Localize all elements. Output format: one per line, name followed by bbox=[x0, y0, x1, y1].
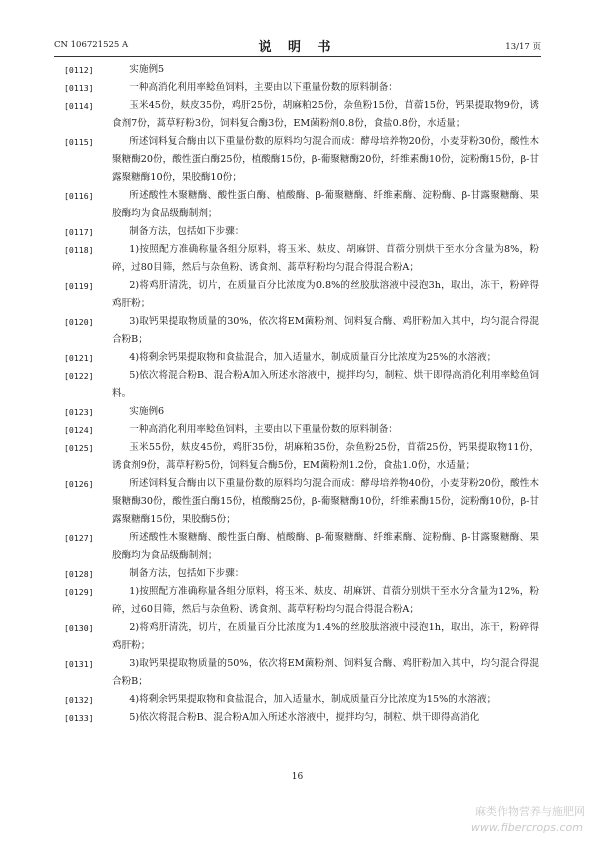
paragraph-number: [0133] bbox=[64, 713, 94, 723]
document-body bbox=[64, 61, 539, 727]
paragraph-text: 所述酸性木聚糖酶、酸性蛋白酶、植酸酶、β-葡聚糖酶、纤维素酶、淀粉酶、β-甘露聚糖酶、果胶酶均为食品级酶制剂； bbox=[112, 532, 539, 561]
paragraph-text: 2)将鸡肝清洗，切片，在质量百分比浓度为0.8%的丝胶肽溶液中浸泡3h，取出，冻干，粉碎得鸡肝粉； bbox=[112, 280, 539, 309]
paragraph-number: [0127] bbox=[64, 533, 94, 543]
paragraph-text: 所述饲料复合酶由以下重量份数的原料均匀混合而成：酵母培养物40份，小麦芽粉20份，酸性木聚糖酶30份，酸性蛋白酶15份，植酸酶25份，β-葡聚糖酶10份，纤维素酶15份，淀粉酶10份，β-甘露聚糖酶15份，果胶酶5份； bbox=[112, 478, 539, 525]
paragraph-number: [0129] bbox=[64, 587, 94, 597]
paragraph bbox=[64, 565, 539, 583]
paragraph bbox=[64, 403, 539, 421]
paragraph-text: 玉米45份，麸皮35份，鸡肝25份，胡麻粕25份，杂鱼粉15份，苜蓿15份，钙果提取物9份，诱食剂7份，蒿草籽粉3份，饲料复合酶3份，EM菌粉剂0.8份，食盐0.8份，水适量； bbox=[112, 100, 539, 129]
paragraph-number: [0132] bbox=[64, 695, 94, 705]
page-count: 13/17 页 bbox=[505, 42, 541, 52]
paragraph bbox=[64, 475, 539, 529]
paragraph-number: [0116] bbox=[64, 191, 94, 201]
paragraph-text: 1)按照配方准确称量各组分原料，将玉米、麸皮、胡麻饼、苜蓿分别烘干至水分含量为8%，粉碎，过80目筛，然后与杂鱼粉、诱食剂、蒿草籽粉均匀混合得混合粉A； bbox=[112, 244, 539, 273]
paragraph-number: [0126] bbox=[64, 479, 94, 489]
paragraph-text: 实施例5 bbox=[129, 64, 165, 75]
paragraph-text: 4)将剩余钙果提取物和食盐混合，加入适量水，制成质量百分比浓度为25%的水溶液； bbox=[129, 352, 497, 363]
paragraph-number: [0124] bbox=[64, 425, 94, 435]
paragraph-number: [0128] bbox=[64, 569, 94, 579]
paragraph bbox=[64, 421, 539, 439]
paragraph-text: 实施例6 bbox=[129, 406, 165, 417]
paragraph-number: [0117] bbox=[64, 227, 94, 237]
doc-title: 说 明 书 bbox=[258, 40, 337, 55]
paragraph-number: [0120] bbox=[64, 317, 94, 327]
paragraph-text: 一种高消化利用率鲶鱼饲料，主要由以下重量份数的原料制备： bbox=[129, 424, 398, 435]
paragraph-number: [0125] bbox=[64, 443, 94, 453]
paragraph-number: [0123] bbox=[64, 407, 94, 417]
paragraph bbox=[64, 655, 539, 691]
header-rule bbox=[54, 56, 541, 57]
paragraph bbox=[64, 349, 539, 367]
paragraph-text: 玉米55份，麸皮45份，鸡肝35份，胡麻粕35份，杂鱼粉25份，苜蓿25份，钙果提取物11份，诱食剂9份，蒿草籽粉5份，饲料复合酶5份，EM菌粉剂1.2份，食盐1.0份，水适量； bbox=[112, 442, 539, 471]
watermark-url: www.fibercrops.com bbox=[470, 821, 583, 834]
paragraph-number: [0121] bbox=[64, 353, 94, 363]
paragraph-number: [0114] bbox=[64, 101, 94, 111]
paragraph-text: 所述饲料复合酶由以下重量份数的原料均匀混合而成：酵母培养物20份，小麦芽粉30份，酸性木聚糖酶20份，酸性蛋白酶25份，植酸酶15份，β-葡聚糖酶20份，纤维素酶10份，淀粉酶15份，β-甘露聚糖酶10份，果胶酶10份； bbox=[112, 136, 539, 183]
paragraph-number: [0131] bbox=[64, 659, 94, 669]
paragraph-number: [0112] bbox=[64, 65, 94, 75]
paragraph bbox=[64, 439, 539, 475]
page-header bbox=[54, 36, 541, 54]
paragraph-text: 3)取钙果提取物质量的30%，依次将EM菌粉剂、饲料复合酶、鸡肝粉加入其中，均匀混合得混合粉B； bbox=[112, 316, 539, 345]
paragraph-text: 5)依次将混合粉B、混合粉A加入所述水溶液中，搅拌均匀，制粒、烘干即得高消化利用率鲶鱼饲料。 bbox=[112, 370, 539, 399]
paragraph bbox=[64, 367, 539, 403]
paragraph-text: 制备方法，包括如下步骤： bbox=[129, 226, 245, 237]
page-number: 16 bbox=[291, 772, 304, 782]
paragraph bbox=[64, 529, 539, 565]
paragraph bbox=[64, 709, 539, 727]
doc-number: CN 106721525 A bbox=[54, 40, 129, 50]
paragraph bbox=[64, 313, 539, 349]
paragraph bbox=[64, 583, 539, 619]
paragraph-text: 制备方法，包括如下步骤： bbox=[129, 568, 245, 579]
paragraph-number: [0118] bbox=[64, 245, 94, 255]
watermark-site-name: 麻类作物营养与施肥网 bbox=[475, 805, 585, 818]
paragraph bbox=[64, 97, 539, 133]
paragraph bbox=[64, 223, 539, 241]
paragraph-number: [0119] bbox=[64, 281, 94, 291]
paragraph bbox=[64, 277, 539, 313]
paragraph-number: [0115] bbox=[64, 137, 94, 147]
paragraph-text: 3)取钙果提取物质量的50%，依次将EM菌粉剂、饲料复合酶、鸡肝粉加入其中，均匀混合得混合粉B； bbox=[112, 658, 539, 687]
paragraph bbox=[64, 133, 539, 187]
paragraph bbox=[64, 619, 539, 655]
paragraph bbox=[64, 187, 539, 223]
paragraph bbox=[64, 61, 539, 79]
paragraph-text: 所述酸性木聚糖酶、酸性蛋白酶、植酸酶、β-葡聚糖酶、纤维素酶、淀粉酶、β-甘露聚糖酶、果胶酶均为食品级酶制剂； bbox=[112, 190, 539, 219]
paragraph-number: [0130] bbox=[64, 623, 94, 633]
paragraph bbox=[64, 79, 539, 97]
paragraph bbox=[64, 241, 539, 277]
paragraph-text: 4)将剩余钙果提取物和食盐混合，加入适量水，制成质量百分比浓度为15%的水溶液； bbox=[129, 694, 497, 705]
paragraph-text: 5)依次将混合粉B、混合粉A加入所述水溶液中，搅拌均匀，制粒、烘干即得高消化 bbox=[129, 712, 480, 723]
paragraph-text: 2)将鸡肝清洗，切片，在质量百分比浓度为1.4%的丝胶肽溶液中浸泡1h，取出，冻干，粉碎得鸡肝粉； bbox=[112, 622, 539, 651]
paragraph-text: 一种高消化利用率鲶鱼饲料，主要由以下重量份数的原料制备： bbox=[129, 82, 398, 93]
paragraph-number: [0113] bbox=[64, 83, 94, 93]
paragraph bbox=[64, 691, 539, 709]
paragraph-number: [0122] bbox=[64, 371, 94, 381]
paragraph-text: 1)按照配方准确称量各组分原料，将玉米、麸皮、胡麻饼、苜蓿分别烘干至水分含量为12%，粉碎，过60目筛，然后与杂鱼粉、诱食剂、蒿草籽粉均匀混合得混合粉A； bbox=[112, 586, 539, 615]
